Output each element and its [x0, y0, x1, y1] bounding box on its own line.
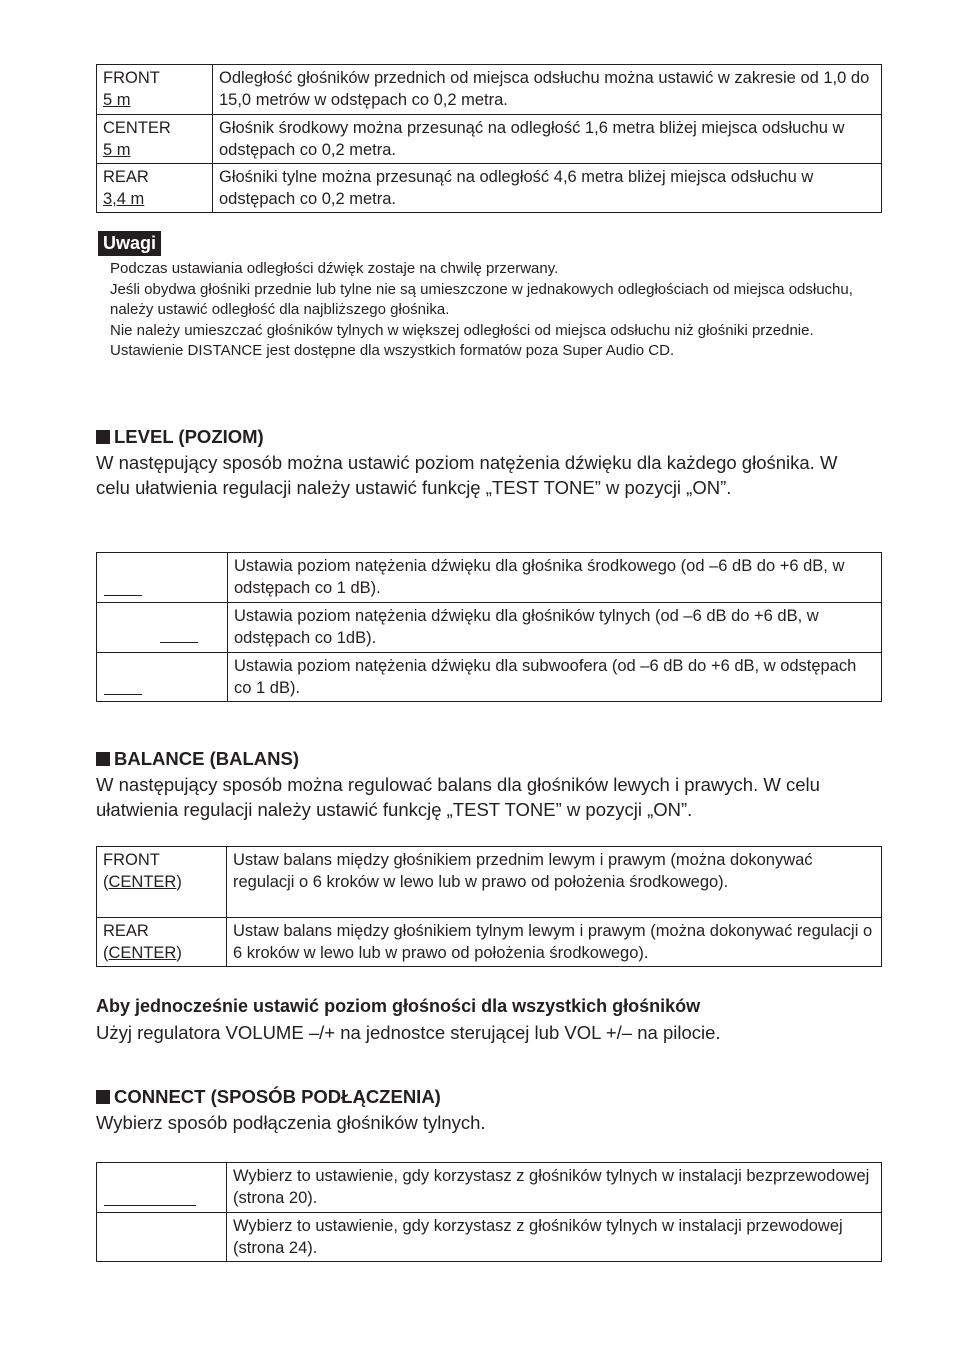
balance-intro: W następujący sposób można regulować balans dla głośników lewych i prawych. W celu ułatwienia regulacji należy ustawić funkcję „TEST TONE” w pozycji „ON”.	[96, 774, 820, 820]
all-speakers-text: Użyj regulatora VOLUME –/+ na jednostce sterującej lub VOL +/– na pilocie.	[96, 1022, 721, 1043]
setting-cell	[97, 603, 228, 653]
level-heading	[96, 426, 264, 448]
note-item: Podczas ustawiania odległości dźwięk zostaje na chwilę przerwany.	[110, 260, 559, 277]
setting-cell	[97, 653, 228, 702]
setting-key: FRONT	[103, 851, 160, 869]
setting-value: 3,4 m	[103, 190, 145, 208]
setting-description: Ustaw balans między głośnikiem tylnym lewym i prawym (można dokonywać regulacji o 6 kroków w lewo lub w prawo od położenia środkowego).	[227, 918, 882, 967]
setting-blank	[160, 641, 198, 643]
setting-cell: FRONT (CENTER)	[97, 847, 227, 918]
table-row	[97, 847, 882, 918]
setting-blank	[104, 693, 142, 695]
connect-intro: Wybierz sposób podłączenia głośników tylnych.	[96, 1112, 486, 1133]
level-table	[96, 552, 882, 702]
setting-cell	[97, 1163, 227, 1213]
setting-description: Ustawia poziom natężenia dźwięku dla subwoofera (od –6 dB do +6 dB, w odstępach co 1 dB).	[228, 653, 882, 702]
setting-value: CENTER	[108, 873, 177, 891]
setting-cell: REAR (CENTER)	[97, 918, 227, 967]
balance-heading	[96, 748, 299, 770]
connect-heading	[96, 1086, 441, 1108]
setting-blank	[104, 1204, 196, 1206]
table-row	[97, 603, 882, 653]
setting-key: CENTER	[103, 119, 171, 137]
note-item: Ustawienie DISTANCE jest dostępne dla wszystkich formatów poza Super Audio CD.	[110, 342, 675, 359]
table-row	[97, 653, 882, 702]
level-heading-text: LEVEL (POZIOM)	[114, 426, 264, 447]
connect-heading-text: CONNECT (SPOSÓB PODŁĄCZENIA)	[114, 1086, 441, 1107]
distance-table	[96, 64, 882, 213]
table-row	[97, 553, 882, 603]
note-item: Jeśli obydwa głośniki przednie lub tylne nie są umieszczone w jednakowych odległościach od miejsca odsłuchu, należy ustawić odległość dla najbliższego głośnika.	[110, 280, 853, 318]
setting-description: Ustawia poziom natężenia dźwięku dla głośnika środkowego (od –6 dB do +6 dB, w odstępach co 1 dB).	[228, 553, 882, 603]
table-row	[97, 115, 882, 164]
table-row	[97, 1163, 882, 1213]
table-row	[97, 918, 882, 967]
all-speakers-heading: Aby jednocześnie ustawić poziom głośności dla wszystkich głośników	[96, 996, 701, 1016]
setting-key: FRONT	[103, 69, 160, 87]
level-intro: W następujący sposób można ustawić poziom natężenia dźwięku dla każdego głośnika. W celu ułatwienia regulacji należy ustawić funkcję „TEST TONE” w pozycji „ON”.	[96, 452, 838, 498]
setting-cell	[97, 553, 228, 603]
table-row	[97, 1213, 882, 1262]
setting-description: Ustawia poziom natężenia dźwięku dla głośników tylnych (od –6 dB do +6 dB, w odstępach co 1dB).	[228, 603, 882, 653]
table-row	[97, 65, 882, 115]
connect-table	[96, 1162, 882, 1262]
setting-description: Wybierz to ustawienie, gdy korzystasz z głośników tylnych w instalacji bezprzewodowej (strona 20).	[227, 1163, 882, 1213]
notes-list	[110, 259, 860, 362]
balance-heading-text: BALANCE (BALANS)	[114, 748, 299, 769]
setting-cell	[97, 65, 213, 115]
setting-description: Głośnik środkowy można przesunąć na odległość 1,6 metra bliżej miejsca odsłuchu w odstępach co 0,2 metra.	[213, 115, 882, 164]
square-bullet-icon	[96, 752, 110, 766]
table-row	[97, 164, 882, 213]
setting-value: 5 m	[103, 91, 131, 109]
setting-key: REAR	[103, 168, 149, 186]
setting-value: CENTER	[108, 944, 177, 962]
setting-key: REAR	[103, 922, 149, 940]
setting-cell	[97, 1213, 227, 1262]
setting-description: Wybierz to ustawienie, gdy korzystasz z głośników tylnych w instalacji przewodowej (strona 24).	[227, 1213, 882, 1262]
note-item: Nie należy umieszczać głośników tylnych w większej odległości od miejsca odsłuchu niż głośniki przednie.	[110, 321, 814, 339]
setting-cell	[97, 115, 213, 164]
square-bullet-icon	[96, 1090, 110, 1104]
setting-blank	[104, 594, 142, 596]
square-bullet-icon	[96, 430, 110, 444]
notes-label: Uwagi	[98, 231, 161, 256]
setting-description: Głośniki tylne można przesunąć na odległość 4,6 metra bliżej miejsca odsłuchu w odstępach co 0,2 metra.	[213, 164, 882, 213]
setting-value: 5 m	[103, 141, 131, 159]
setting-cell	[97, 164, 213, 213]
setting-description: Ustaw balans między głośnikiem przednim lewym i prawym (można dokonywać regulacji o 6 kroków w lewo lub w prawo od położenia środkowego).	[227, 847, 882, 918]
setting-description: Odległość głośników przednich od miejsca odsłuchu można ustawić w zakresie od 1,0 do 15,0 metrów w odstępach co 0,2 metra.	[213, 65, 882, 115]
balance-table	[96, 846, 882, 967]
